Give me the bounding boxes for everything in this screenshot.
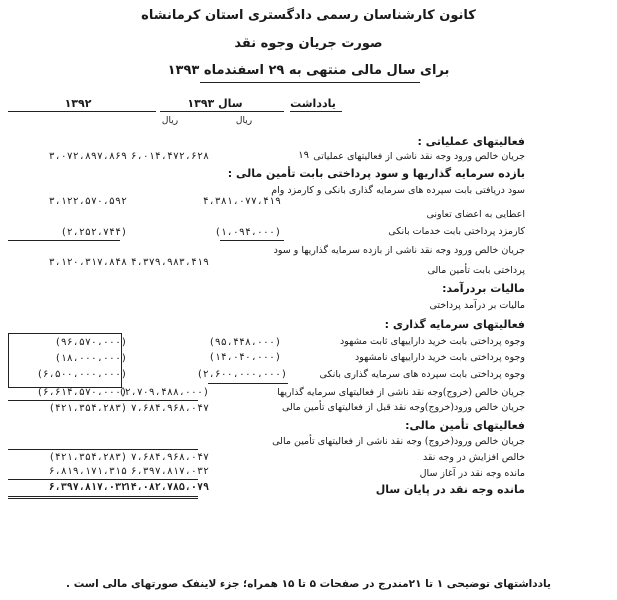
ret-net-prev: ۳،۱۲۰،۳۱۷،۸۴۸ (48, 257, 127, 268)
ops-net-label: جریان خالص ورود وجه نقد ناشی از فعالیتهای عملیاتی (313, 151, 525, 162)
currency-label-detail: ریال (235, 116, 253, 126)
inv-net-cur: (۲،۷۰۹،۴۸۸،۰۰۰) (118, 387, 209, 398)
section-returns: بازده سرمایه گذاریها و سود پرداختی بابت تأمین مالی : (227, 167, 525, 180)
fin-net-label: جریان خالص ورود(خروج) وجه نقد ناشی از فعالیتهای تأمین مالی (272, 436, 525, 447)
pre-fin-prev: (۴۲۱،۳۵۴،۲۸۳) (48, 403, 127, 414)
fin-net-cur: ۷،۶۸۴،۹۶۸،۰۴۷ (130, 452, 209, 463)
end-cur-rule (120, 479, 198, 480)
col-header-1393: سال ۱۳۹۳ (187, 97, 243, 110)
end-prev-rule (8, 479, 120, 480)
inv-fixed-cur-detail: (۹۵،۴۴۸،۰۰۰) (208, 337, 281, 348)
end-prev-double-rule (8, 496, 120, 499)
report-title-statement: صورت جریان وجوه نقد (234, 36, 383, 51)
ret-int-label: سود دریافتی بابت سپرده های سرمایه گذاری بانکی و کارمزد وام (271, 185, 525, 196)
report-title-org: کانون کارشناسان رسمی دادگستری استان کرمانشاه (141, 8, 476, 23)
footer-note: یادداشتهای توضیحی ۱ تا ۲۱مندرج در صفحات ۵ تا ۱۵ همراه؛ جزء لاینفک صورتهای مالی است . (66, 578, 551, 590)
ret-net-label-cont: پرداختی بابت تأمین مالی (427, 265, 525, 276)
ret-fee-prev: (۲،۲۵۲،۷۴۴) (60, 227, 127, 238)
ret-prev-rule (8, 240, 120, 241)
inv-dep-cur-detail: (۲،۶۰۰،۰۰۰،۰۰۰) (196, 369, 287, 380)
inv-cur-rule (120, 400, 198, 401)
ops-net-cur: ۶،۰۱۴،۴۷۲،۶۲۸ (130, 151, 209, 162)
ret-net-cur: ۴،۳۷۹،۹۸۳،۴۱۹ (130, 257, 209, 268)
section-investing: فعالیتهای سرمایه گذاری : (384, 318, 525, 331)
col-header-note: یادداشت (290, 97, 336, 110)
inv-intang-prev: (۱۸،۰۰۰،۰۰۰) (54, 353, 127, 364)
inv-intang-label: وجوه پرداختی بابت خرید داراییهای نامشهود (354, 352, 525, 363)
col-header-1392: ۱۳۹۲ (64, 97, 92, 110)
report-title-period: برای سال مالی منتهی به ۲۹ اسفندماه ۱۳۹۳ (167, 63, 450, 78)
fin-cur-rule (120, 449, 198, 450)
currency-label-total: ریال (161, 116, 179, 126)
pre-fin-label: جریان خالص ورود(خروج)وجه نقد قبل از فعالیتهای تأمین مالی (281, 402, 525, 413)
inv-fixed-label: وجوه پرداختی بابت خرید داراییهای ثابت مشهود (339, 336, 525, 347)
ret-net-label: جریان خالص ورود وجه نقد ناشی از بازده سرمایه گذاریها و سود (273, 245, 525, 256)
inc-cur: ۶،۳۹۷،۸۱۷،۰۳۲ (130, 466, 209, 477)
ret-fee-label: کارمزد پرداختی بابت خدمات بانکی (388, 226, 525, 237)
inc-label: خالص افزایش در وجه نقد (422, 452, 525, 463)
inv-dep-label: وجوه پرداختی بابت سپرده های سرمایه گذاری بانکی (319, 369, 525, 380)
inv-intang-cur-detail: (۱۴،۰۴۰،۰۰۰) (208, 352, 281, 363)
ops-net-prev: ۳،۰۷۲،۸۹۷،۸۶۹ (48, 151, 127, 162)
ret-int-cur-detail: ۴،۳۸۱،۰۷۷،۴۱۹ (202, 196, 281, 207)
begin-label: مانده وجه نقد در آغاز سال (419, 468, 525, 479)
inv-detail-rule (208, 383, 288, 384)
ops-net-note: ۱۹ (298, 150, 309, 161)
inv-dep-prev: (۶،۵۰۰،۰۰۰،۰۰۰) (36, 369, 127, 380)
ret-detail-rule (220, 240, 284, 241)
end-prev: ۶،۳۹۷،۸۱۷،۰۳۲ (48, 482, 127, 493)
header-rule-note (290, 111, 342, 112)
fin-prev-rule (8, 449, 120, 450)
header-rule-1392 (8, 111, 156, 112)
end-cur: ۱۴،۰۸۲،۷۸۵،۰۷۹ (124, 482, 209, 493)
end-cur-double-rule (120, 496, 198, 499)
section-operating: فعالیتهای عملیاتی : (417, 135, 525, 148)
pre-fin-cur: ۷،۶۸۴،۹۶۸،۰۴۷ (130, 403, 209, 414)
inv-prev-rule (8, 400, 120, 401)
inc-prev: ۶،۸۱۹،۱۷۱،۳۱۵ (48, 466, 127, 477)
ret-fee-cur-detail: (۱،۰۹۴،۰۰۰) (214, 227, 281, 238)
inv-net-label: جریان خالص (خروج)وجه نقد ناشی از فعالیتهای سرمایه گذاریها (277, 387, 525, 398)
ret-int-prev: ۳،۱۲۲،۵۷۰،۵۹۲ (48, 196, 127, 207)
inv-net-prev: (۶،۶۱۴،۵۷۰،۰۰۰) (36, 387, 127, 398)
header-rule-1393 (160, 111, 284, 112)
end-label: مانده وجه نقد در پایان سال (375, 483, 525, 496)
ret-members-label: اعطایی به اعضای تعاونی (426, 209, 525, 220)
tax-paid-label: مالیات بر درآمد پرداختی (429, 300, 525, 311)
fin-net-prev: (۴۲۱،۳۵۴،۲۸۳) (48, 452, 127, 463)
title-underline (200, 82, 420, 83)
inv-fixed-prev: (۹۶،۵۷۰،۰۰۰) (54, 337, 127, 348)
section-financing: فعالیتهای تأمین مالی: (405, 419, 525, 432)
section-tax: مالیات بردرآمد: (442, 282, 525, 295)
